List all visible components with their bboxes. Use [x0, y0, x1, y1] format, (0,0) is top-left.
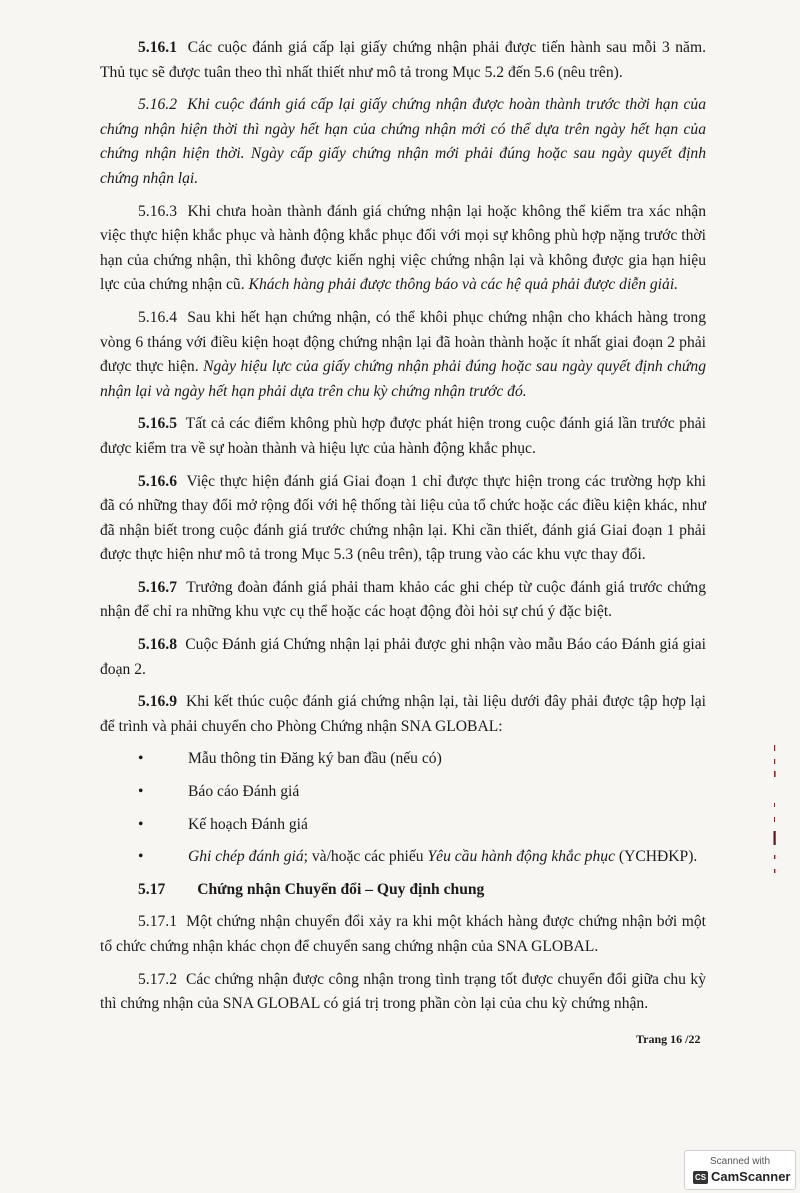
page-number: Trang 16 /22 [636, 1032, 701, 1046]
paragraph-5-16-1 [100, 36, 706, 85]
clause-text: Sau khi hết hạn chứng nhận, có thể khôi phục chứng nhận cho khách hàng trong vòng 6 tháng với điều kiện hoạt động chứng nhận lại đã hoàn thành hoặc ít nhất giai đoạn 2 phải được thực hiện. [100, 308, 706, 376]
camscanner-logo-icon: CS [694, 1173, 707, 1182]
paragraph-5-16-2 [100, 93, 706, 191]
list-item-text: ; và/hoặc các phiếu [303, 848, 428, 866]
clause-number: 5.16.6 [138, 472, 177, 490]
clause-number: 5.17.1 [138, 913, 177, 931]
bullet-icon: • [138, 848, 144, 866]
clause-text: Khi cuộc đánh giá cấp lại giấy chứng nhận được hoàn thành trước thời hạn của chứng nhận hiện thời thì ngày hết hạn của chứng nhận mới có thể dựa trên ngày hết hạn của chứng nhận hiện thời. Ngày cấp giấy chứng nhận mới phải đúng hoặc sau ngày quyết định chứng nhận lại. [100, 96, 707, 187]
bullet-icon: • [138, 750, 144, 768]
paragraph-5-16-3 [100, 200, 706, 298]
clause-text: Khi chưa hoàn thành đánh giá chứng nhận lại hoặc không thể kiểm tra xác nhận việc thực hiện khắc phục và hành động khắc phục đối với mọi sự không phù hợp nặng trước thời hạn của chứng nhận, thì không được kiến nghị việc chứng nhận lại và không được gia hạn hiệu lực của chứng nhận cũ. [100, 202, 706, 294]
list-item [100, 780, 706, 805]
section-number: 5.17 [138, 880, 166, 898]
list-item-italic: Yêu cầu hành động khắc phục [427, 848, 615, 866]
clause-number: 5.16.8 [138, 636, 177, 654]
paragraph-5-16-9 [100, 690, 706, 739]
list-item [100, 813, 706, 838]
list-item-italic: Ghi chép đánh giá [188, 848, 304, 866]
clause-text: Một chứng nhận chuyển đổi xảy ra khi một khách hàng được chứng nhận bởi một tổ chức chứng nhận khác chọn để chuyển sang chứng nhận của SNA GLOBAL. [100, 913, 706, 955]
list-item-text: Mẫu thông tin Đăng ký ban đầu (nếu có) [188, 750, 442, 768]
clause-number: 5.16.2 [138, 96, 177, 114]
clause-text: Tất cả các điểm không phù hợp được phát hiện trong cuộc đánh giá lần trước phải được kiểm tra về sự hoàn thành và hiệu lực của hành động khắc phục. [100, 415, 707, 457]
paragraph-5-16-7 [100, 576, 706, 625]
camscanner-watermark [684, 1150, 796, 1190]
list-item-text: Báo cáo Đánh giá [188, 783, 300, 801]
paragraph-5-16-5 [100, 412, 706, 461]
clause-number: 5.16.3 [138, 202, 177, 220]
document-body [100, 36, 706, 1025]
paragraph-5-17-2 [100, 968, 706, 1017]
paragraph-5-16-8 [100, 633, 706, 682]
list-item-text: (YCHĐKP). [615, 848, 698, 866]
clause-text: Trưởng đoàn đánh giá phải tham khảo các ghi chép từ cuộc đánh giá trước chứng nhận để chỉ ra những khu vực cụ thể hoặc các hoạt động đòi hỏi sự chú ý đặc biệt. [100, 578, 707, 621]
clause-number: 5.16.7 [138, 578, 177, 596]
scan-edge-marks [772, 745, 778, 885]
list-item [100, 747, 706, 772]
clause-number: 5.16.5 [138, 415, 177, 433]
clause-text: Các chứng nhận được công nhận trong tình trạng tốt được chuyển đổi giữa chu kỳ thì chứng nhận của SNA GLOBAL có giá trị trong phần còn lại của chu kỳ chứng nhận. [100, 970, 707, 1013]
clause-italic-text: Ngày hiệu lực của giấy chứng nhận phải đúng hoặc sau ngày quyết định chứng nhận lại và ngày hết hạn phải dựa trên chu kỳ chứng nhận trước đó. [100, 358, 706, 400]
clause-italic-text: Khách hàng phải được thông báo và các hệ quả phải được diễn giải. [248, 276, 679, 294]
paragraph-5-16-4 [100, 306, 706, 404]
clause-text: Khi kết thúc cuộc đánh giá chứng nhận lại, tài liệu dưới đây phải được tập hợp lại để trình và phải chuyển cho Phòng Chứng nhận SNA GLOBAL: [100, 693, 706, 735]
clause-number: 5.16.1 [138, 39, 177, 56]
clause-text: Việc thực hiện đánh giá Giai đoạn 1 chỉ được thực hiện trong các trường hợp khi đã có những thay đổi mở rộng đối với hệ thống tài liệu của tổ chức hoặc các điều kiện khác, như đã nhận biết trong cuộc đánh giá trước chứng nhận lại. Khi cần thiết, đánh giá Giai đoạn 1 phải được thực hiện như mô tả trong Mục 5.3 (nêu trên), tập trung vào các khu vực thay đổi. [100, 472, 707, 564]
watermark-brand: CamScanner [711, 1169, 791, 1184]
bullet-icon: • [138, 815, 144, 833]
clause-text: Các cuộc đánh giá cấp lại giấy chứng nhận phải được tiến hành sau mỗi 3 năm. Thủ tục sẽ được tuân theo thì nhất thiết như mô tả trong Mục 5.2 đến 5.6 (nêu trên). [100, 39, 706, 81]
list-item [100, 845, 706, 870]
clause-text: Cuộc Đánh giá Chứng nhận lại phải được ghi nhận vào mẫu Báo cáo Đánh giá giai đoạn 2. [100, 636, 707, 678]
paragraph-5-16-6 [100, 470, 706, 568]
watermark-caption: Scanned with [709, 1156, 771, 1167]
paragraph-5-17-1 [100, 910, 706, 959]
list-item-text: Kế hoạch Đánh giá [188, 815, 308, 833]
section-title: Chứng nhận Chuyển đổi – Quy định chung [197, 880, 485, 898]
clause-number: 5.16.4 [138, 308, 177, 326]
bullet-icon: • [138, 783, 144, 801]
section-heading-5-17 [100, 878, 706, 903]
clause-number: 5.16.9 [138, 693, 177, 711]
clause-number: 5.17.2 [138, 970, 177, 988]
